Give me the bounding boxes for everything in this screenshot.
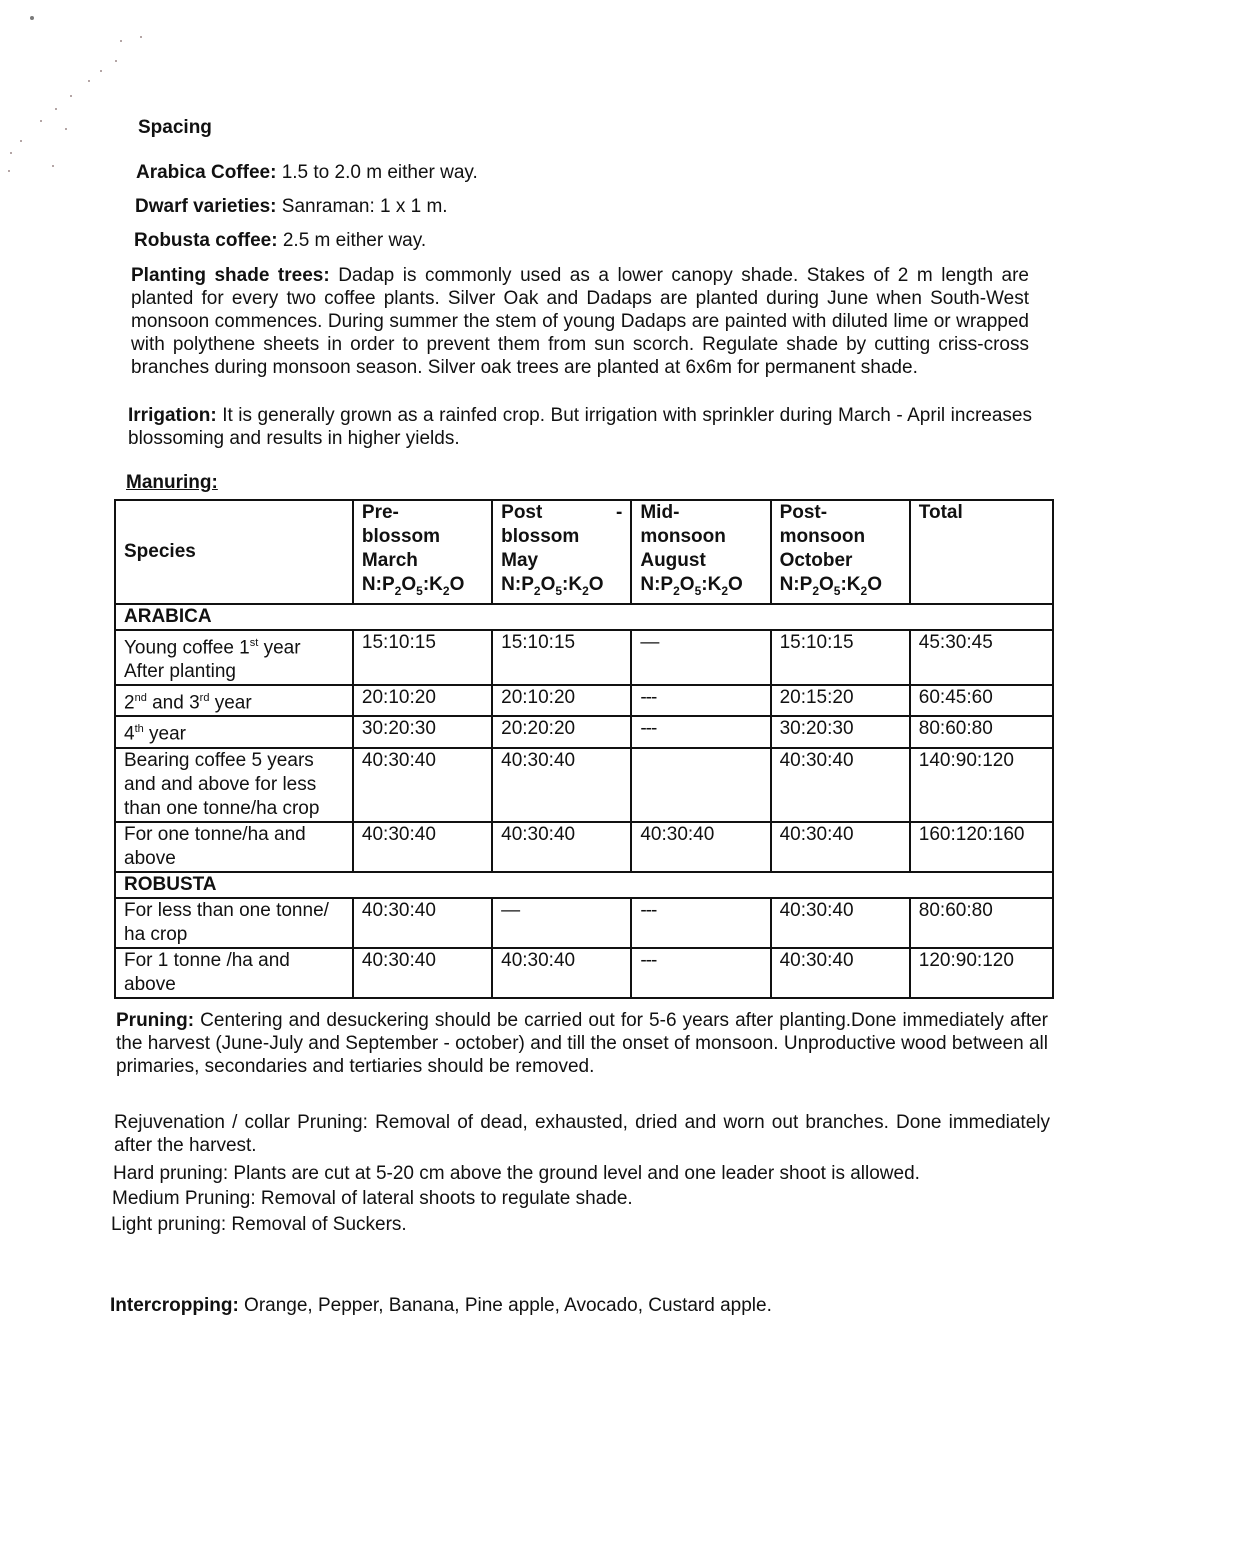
npk-label: $N:P_2O_5:K_2O$ [640,574,743,598]
species-cell: Young coffee 1st year After planting [115,630,353,685]
spacing-arabica: Arabica Coffee: 1.5 to 2.0 m either way. [136,162,478,183]
species-cell: 2nd and 3rd year [115,685,353,716]
table-header-row [115,500,1053,604]
header-total: Total [910,500,1053,604]
group-row-arabica: ARABICA [115,604,1053,630]
hard-pruning-line: Hard pruning: Plants are cut at 5-20 cm above the ground level and one leader shoot is allowed. [113,1163,920,1184]
header-species: Species [115,500,353,604]
spacing-robusta: Robusta coffee: 2.5 m either way. [134,230,427,251]
table-row: 4th year 30:20:30 20:20:20 --- 30:20:30 80:60:80 [115,716,1053,747]
species-cell: 4th year [115,716,353,747]
rejuvenation-pruning-paragraph: Rejuvenation / collar Pruning: Removal of dead, exhausted, dried and worn out branches. Done immediately after the harvest. [114,1112,1050,1156]
irrigation-paragraph: Irrigation: It is generally grown as a rainfed crop. But irrigation with sprinkler during March - April increases blossoming and results in higher yields. [128,405,1032,449]
header-post-monsoon: Post- monsoon October $N:P_2O_5:K_2O$ [771,500,910,604]
table-row: 2nd and 3rd year 20:10:20 20:10:20 --- 20:15:20 60:45:60 [115,685,1053,716]
species-cell: For less than one tonne/ ha crop [115,898,353,948]
medium-pruning-line: Medium Pruning: Removal of lateral shoots to regulate shade. [112,1188,633,1209]
species-cell: For 1 tonne /ha and above [115,948,353,998]
table-row: For one tonne/ha and above 40:30:40 40:30:40 40:30:40 40:30:40 160:120:160 [115,822,1053,872]
npk-label: $N:P_2O_5:K_2O$ [361,574,465,598]
header-post-blossom: Post - blossom May $N:P_2O_5:K_2O$ [492,500,631,604]
species-cell: Bearing coffee 5 years and and above for less than one tonne/ha crop [115,748,353,822]
spacing-dwarf: Dwarf varieties: Sanraman: 1 x 1 m. [135,196,448,217]
pruning-paragraph: Pruning: Centering and desuckering should be carried out for 5-6 years after planting.Done immediately after the harvest (June-July and September - october) and till the onset of monsoon. Unproductive wood between all primaries, secondaries and tertiaries should be removed. [116,1010,1048,1077]
intercropping-line: Intercropping: Orange, Pepper, Banana, Pine apple, Avocado, Custard apple. [110,1295,772,1316]
table-row: For 1 tonne /ha and above 40:30:40 40:30:40 --- 40:30:40 120:90:120 [115,948,1053,998]
light-pruning-line: Light pruning: Removal of Suckers. [111,1214,407,1235]
npk-label: $N:P_2O_5:K_2O$ [501,574,604,598]
table-row: Bearing coffee 5 years and and above for less than one tonne/ha crop 40:30:40 40:30:40 40:30:40 140:90:120 [115,748,1053,822]
manuring-table [114,499,1054,999]
group-row-robusta: ROBUSTA [115,872,1053,898]
planting-shade-trees-paragraph: Planting shade trees: Dadap is commonly used as a lower canopy shade. Stakes of 2 m length are planted for every two coffee plants. Silver Oak and Dadaps are planted during June when South-West monsoon commences. During summer the stem of young Dadaps are painted with diluted lime or wrapped with polythene sheets in order to prevent them from sun scorch. Regulate shade by cutting criss-cross branches during monsoon season. Silver oak trees are planted at 6x6m for permanent shade. [131,265,1029,378]
header-mid-monsoon: Mid- monsoon August $N:P_2O_5:K_2O$ [631,500,770,604]
spacing-heading: Spacing [138,117,212,138]
species-cell: For one tonne/ha and above [115,822,353,872]
table-row: Young coffee 1st year After planting 15:10:15 15:10:15 — 15:10:15 45:30:45 [115,630,1053,685]
npk-label: $N:P_2O_5:K_2O$ [779,574,882,598]
table-row: For less than one tonne/ ha crop 40:30:40 — --- 40:30:40 80:60:80 [115,898,1053,948]
manuring-heading: Manuring: [126,472,218,493]
header-pre-blossom: Pre- blossom March $N:P_2O_5:K_2O$ [353,500,492,604]
